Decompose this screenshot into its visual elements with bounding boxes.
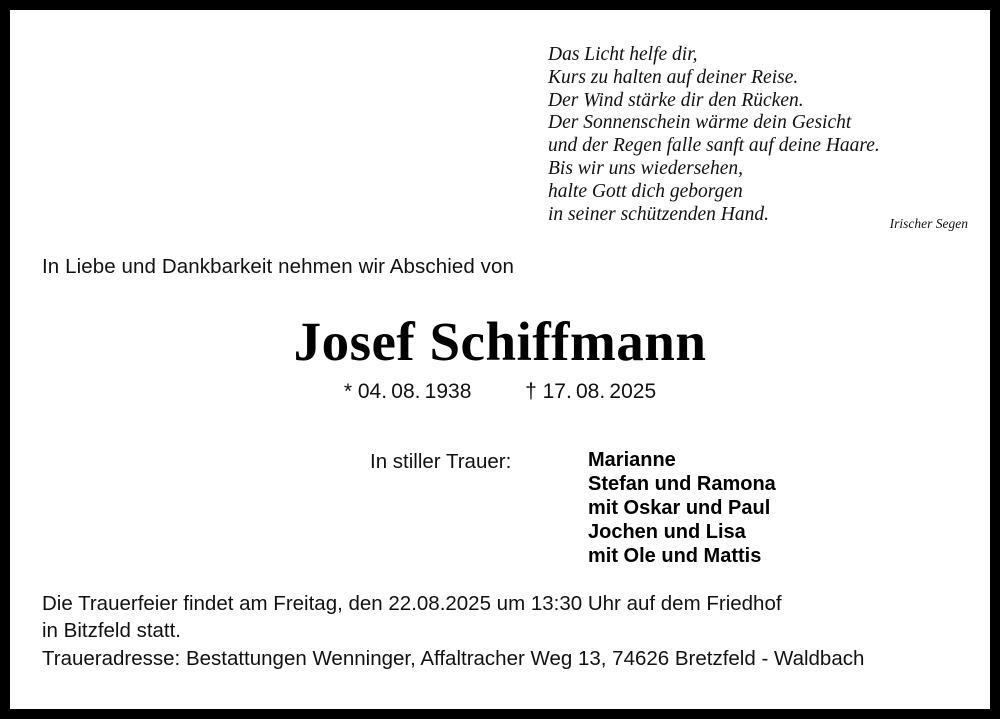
poem-line: in seiner schützenden Hand.	[548, 203, 769, 225]
intro-text: In Liebe und Dankbarkeit nehmen wir Abschied von	[42, 255, 515, 278]
death-date: † 17. 08. 2025	[525, 380, 657, 403]
mourners-list	[588, 448, 776, 568]
mourner-name: Marianne	[588, 449, 676, 471]
deceased-name: Josef Schiffmann	[293, 311, 707, 372]
poem-line: Der Sonnenschein wärme dein Gesicht	[548, 112, 852, 134]
mourner-name: mit Oskar und Paul	[588, 497, 771, 519]
poem-line: halte Gott dich geborgen	[548, 180, 743, 202]
obituary-notice	[10, 10, 990, 709]
life-dates	[10, 380, 990, 404]
ceremony-details	[42, 590, 962, 644]
condolence-address: Traueradresse: Bestattungen Wenninger, Affaltracher Weg 13, 74626 Bretzfeld - Waldbach	[42, 647, 865, 670]
birth-date: * 04. 08. 1938	[343, 380, 472, 403]
mourner-name: mit Ole und Mattis	[588, 545, 762, 567]
mourner-name: Jochen und Lisa	[588, 521, 746, 543]
poem-line: Bis wir uns wiedersehen,	[548, 157, 743, 179]
ceremony-line: in Bitzfeld statt.	[42, 619, 182, 642]
mourners-label: In stiller Trauer:	[370, 450, 512, 473]
poem-source: Irischer Segen	[889, 216, 968, 231]
ceremony-line: Die Trauerfeier findet am Freitag, den 22.08.2025 um 13:30 Uhr auf dem Friedhof	[42, 592, 782, 615]
poem-line: Das Licht helfe dir,	[548, 44, 698, 65]
mourner-name: Stefan und Ramona	[588, 473, 776, 495]
poem-line: und der Regen falle sanft auf deine Haare.	[548, 135, 880, 157]
poem-block	[548, 44, 968, 226]
poem-line: Der Wind stärke dir den Rücken.	[548, 89, 804, 111]
poem-line: Kurs zu halten auf deiner Reise.	[548, 66, 799, 88]
